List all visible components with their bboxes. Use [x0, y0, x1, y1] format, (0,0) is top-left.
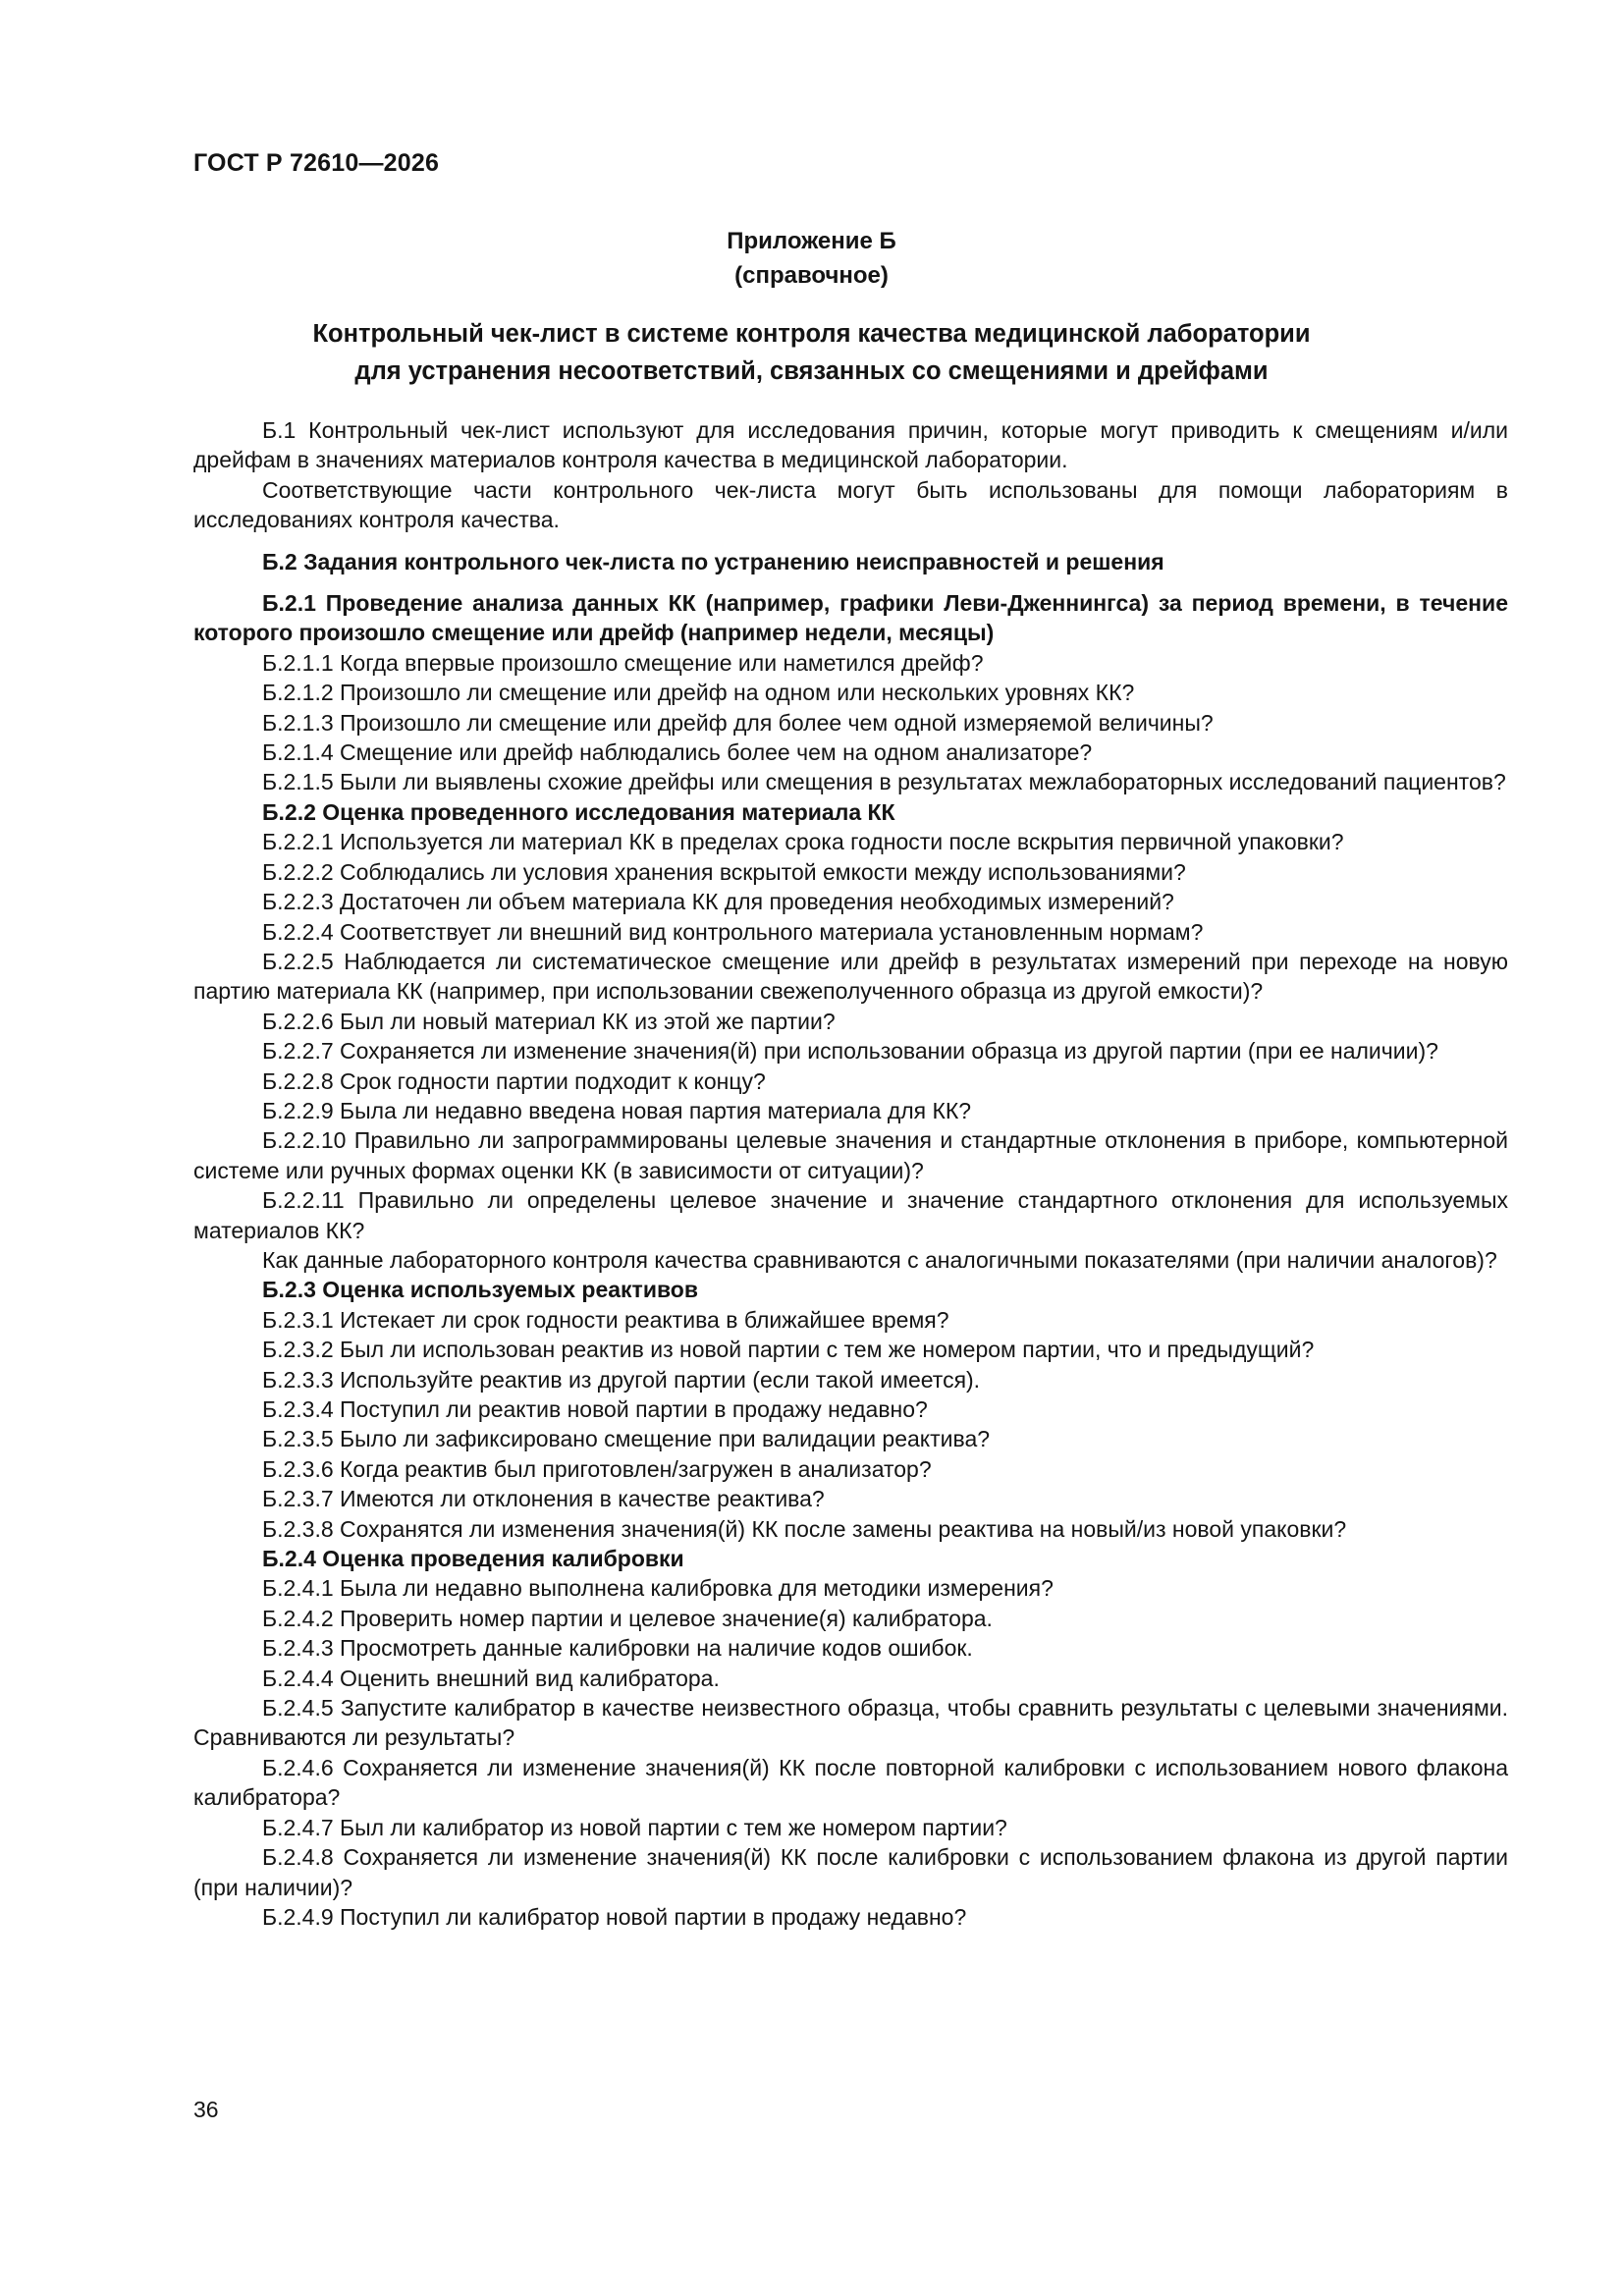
title-line-2: для устранения несоответствий, связанных со смещениями и дрейфами [354, 357, 1269, 385]
checklist-item: Б.2.3.3 Используйте реактив из другой партии (если такой имеется). [262, 1366, 981, 1393]
checklist-item: Б.2.4.9 Поступил ли калибратор новой партии в продажу недавно? [262, 1903, 967, 1930]
checklist-item: Б.2.4.5 Запустите калибратор в качестве неизвестного образца, чтобы сравнить результаты с целевыми значениями. Сравниваются ли результаты? [193, 1695, 1508, 1751]
checklist-item: Б.2.2.8 Срок годности партии подходит к концу? [262, 1067, 766, 1094]
checklist-item: Б.2.2.10 Правильно ли запрограммированы целевые значения и стандартные отклонения в приборе, компьютерной системе или ручных формах оценки КК (в зависимости от ситуации)? [193, 1127, 1508, 1183]
checklist-item: Б.2.2.6 Был ли новый материал КК из этой же партии? [262, 1008, 836, 1034]
checklist-item: Б.2.4.7 Был ли калибратор из новой партии с тем же номером партии? [262, 1814, 1007, 1840]
checklist-item: Соответствующие части контрольного чек-листа могут быть использованы для помощи лабораториям в исследованиях контроля качества. [193, 476, 1508, 533]
checklist-item: Б.2.2.3 Достаточен ли объем материала КК для проведения необходимых измерений? [262, 889, 1174, 915]
checklist-item: Б.2.4.3 Просмотреть данные калибровки на наличие кодов ошибок. [262, 1635, 973, 1662]
document-title [193, 315, 1430, 390]
checklist-item: Б.2.4.4 Оценить внешний вид калибратора. [262, 1665, 720, 1691]
checklist-item: Б.2.1.1 Когда впервые произошло смещение или наметился дрейф? [262, 649, 984, 676]
checklist-item: Б.2.3.7 Имеются ли отклонения в качестве реактива? [262, 1486, 825, 1512]
section-heading: Б.2.1 Проведение анализа данных КК (например, графики Леви-Дженнингса) за период времени, в течение которого произошло смещение или дрейф (например недели, месяцы) [193, 590, 1508, 646]
appendix-note: (справочное) [734, 262, 889, 289]
checklist-item: Б.2.4.6 Сохраняется ли изменение значения(й) КК после повторной калибровки с использованием нового флакона калибратора? [193, 1754, 1508, 1811]
checklist-item: Б.2.1.4 Смещение или дрейф наблюдались более чем на одном анализаторе? [262, 739, 1093, 766]
checklist-item: Б.2.2.7 Сохраняется ли изменение значения(й) при использовании образца из другой партии (при ее наличии)? [262, 1038, 1438, 1065]
page-number: 36 [193, 2097, 219, 2122]
checklist-item: Б.2.3.5 Было ли зафиксировано смещение при валидации реактива? [262, 1426, 991, 1452]
checklist-item: Б.2.3.1 Истекает ли срок годности реактива в ближайшее время? [262, 1306, 949, 1333]
checklist-item: Б.2.4.2 Проверить номер партии и целевое значение(я) калибратора. [262, 1605, 993, 1631]
checklist-item: Б.2.1.2 Произошло ли смещение или дрейф на одном или нескольких уровнях КК? [262, 680, 1135, 706]
checklist-item: Б.2.2.5 Наблюдается ли систематическое смещение или дрейф в результатах измерений при переходе на новую партию материала КК (например, при использовании свежеполученного образца из другой емкости)? [193, 948, 1508, 1005]
checklist-item: Б.2.3.6 Когда реактив был приготовлен/загружен в анализатор? [262, 1455, 932, 1482]
body-text [193, 415, 1508, 1932]
section-heading: Б.2.4 Оценка проведения калибровки [262, 1546, 684, 1572]
checklist-item: Б.2.1.3 Произошло ли смещение или дрейф для более чем одной измеряемой величины? [262, 709, 1214, 736]
checklist-item: Б.2.2.2 Соблюдались ли условия хранения вскрытой емкости между использованиями? [262, 858, 1186, 885]
checklist-item: Б.2.2.4 Соответствует ли внешний вид контрольного материала установленным нормам? [262, 918, 1204, 945]
document-code: ГОСТ Р 72610—2026 [193, 149, 440, 177]
checklist-item: Как данные лабораторного контроля качества сравниваются с аналогичными показателями (при наличии аналогов)? [262, 1246, 1497, 1273]
checklist-item: Б.2.3.2 Был ли использован реактив из новой партии с тем же номером партии, что и предыдущий? [262, 1337, 1315, 1363]
title-line-1: Контрольный чек-лист в системе контроля качества медицинской лаборатории [312, 320, 1311, 348]
checklist-item: Б.2.3.8 Сохранятся ли изменения значения(й) КК после замены реактива на новый/из новой упаковки? [262, 1515, 1347, 1542]
checklist-item: Б.2.3.4 Поступил ли реактив новой партии в продажу недавно? [262, 1396, 928, 1422]
section-heading: Б.2 Задания контрольного чек-листа по устранению неисправностей и решения [262, 548, 1164, 574]
checklist-item: Б.1 Контрольный чек-лист используют для исследования причин, которые могут приводить к смещениям и/или дрейфам в значениях материалов контроля качества в медицинской лаборатории. [193, 417, 1508, 473]
checklist-item: Б.2.4.1 Была ли недавно выполнена калибровка для методики измерения? [262, 1575, 1054, 1602]
appendix-label: Приложение Б [727, 228, 896, 254]
appendix-heading [193, 224, 1430, 293]
checklist-item: Б.2.2.11 Правильно ли определены целевое значение и значение стандартного отклонения для используемых материалов КК? [193, 1187, 1508, 1243]
checklist-item: Б.2.2.9 Была ли недавно введена новая партия материала для КК? [262, 1097, 972, 1123]
checklist-item: Б.2.1.5 Были ли выявлены схожие дрейфы или смещения в результатах межлабораторных исследований пациентов? [262, 769, 1506, 795]
section-heading: Б.2.2 Оценка проведенного исследования материала КК [262, 798, 895, 825]
checklist-item: Б.2.2.1 Используется ли материал КК в пределах срока годности после вскрытия первичной упаковки? [262, 829, 1344, 855]
checklist-item: Б.2.4.8 Сохраняется ли изменение значения(й) КК после калибровки с использованием флакона из другой партии (при наличии)? [193, 1844, 1508, 1900]
section-heading: Б.2.3 Оценка используемых реактивов [262, 1277, 698, 1303]
